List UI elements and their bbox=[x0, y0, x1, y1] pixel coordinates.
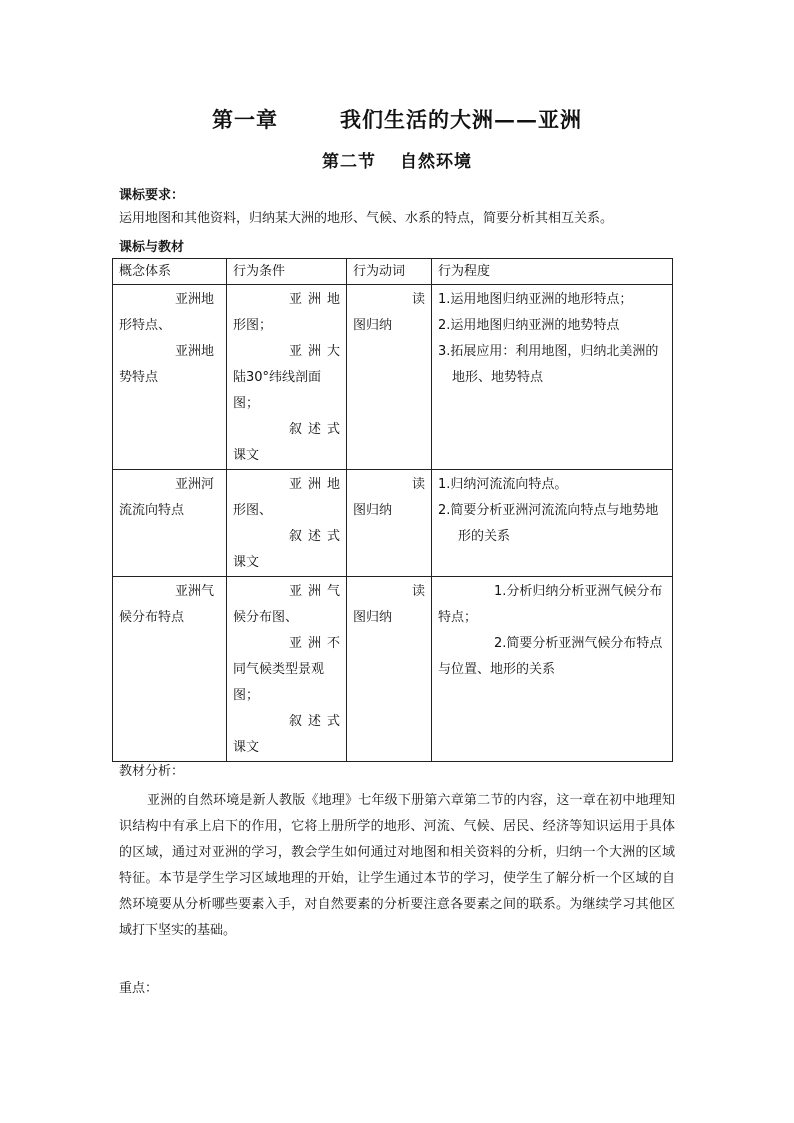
section-title bbox=[0, 147, 794, 172]
degree-cell: 1.分析归纳分析亚洲气候分布特点； 2.简要分析亚洲气候分布特点与位置、地形的关系 bbox=[432, 577, 673, 762]
degree-cell: 1.运用地图归纳亚洲的地形特点； 2.运用地图归纳亚洲的地势特点 3.拓展应用：利用地图，归纳北美洲的地形、地势特点 bbox=[432, 285, 673, 470]
chapter-number: 第一章 bbox=[212, 107, 278, 132]
standards-text: 运用地图和其他资料，归纳某大洲的地形、气候、水系的特点，简要分析其相互关系。 bbox=[119, 211, 614, 226]
condition-cell: 亚洲地 形图； 亚洲大 陆30°纬线剖面 图； 叙述式 课文 bbox=[227, 285, 347, 470]
standards-label: 课标要求： bbox=[119, 188, 185, 203]
verb-cell: 读 图归纳 bbox=[347, 285, 432, 470]
key-points-label: 重点： bbox=[119, 981, 159, 996]
analysis-text: 亚洲的自然环境是新人教版《地理》七年级下册第六章第二节的内容，这一章在初中地理知识结构中有承上启下的作用，它将上册所学的地形、河流、气候、居民、经济等知识运用于具体的区域，通过对亚洲的学习，教会学生如何通过对地图和相关资料的分析，归纳一个大洲的区域特征。本节是学生学习区域地理的开始，让学生通过本节的学习，使学生了解分析一个区域的自然环境要从分析哪些要素入手，对自然要素的分析要注意各要素之间的联系。为继续学习其他区域打下坚实的基础。 bbox=[119, 793, 675, 938]
concept-cell: 亚洲气 候分布特点 bbox=[113, 577, 227, 762]
header-concept: 概念体系 bbox=[113, 259, 227, 285]
table-header-row bbox=[113, 259, 673, 285]
verb-cell: 读 图归纳 bbox=[347, 577, 432, 762]
chapter-name: 我们生活的大洲——亚洲 bbox=[340, 107, 582, 132]
section-number: 第二节 bbox=[322, 152, 376, 172]
table-row bbox=[113, 577, 673, 762]
condition-cell: 亚洲地 形图、 叙述式 课文 bbox=[227, 470, 347, 577]
material-label: 课标与教材 bbox=[119, 240, 185, 255]
condition-cell: 亚洲气 候分布图、 亚洲不 同气候类型景观 图； 叙述式 课文 bbox=[227, 577, 347, 762]
concept-cell: 亚洲地 形特点、 亚洲地 势特点 bbox=[113, 285, 227, 470]
concept-cell: 亚洲河 流流向特点 bbox=[113, 470, 227, 577]
header-condition: 行为条件 bbox=[227, 259, 347, 285]
chapter-title bbox=[0, 104, 794, 134]
standards-table bbox=[112, 258, 673, 762]
table-row bbox=[113, 470, 673, 577]
section-name: 自然环境 bbox=[400, 152, 472, 172]
table-row bbox=[113, 285, 673, 470]
degree-cell: 1.归纳河流流向特点。 2.简要分析亚洲河流流向特点与地势地形的关系 bbox=[432, 470, 673, 577]
analysis-label: 教材分析： bbox=[119, 764, 185, 779]
header-degree: 行为程度 bbox=[432, 259, 673, 285]
header-verb: 行为动词 bbox=[347, 259, 432, 285]
verb-cell: 读 图归纳 bbox=[347, 470, 432, 577]
